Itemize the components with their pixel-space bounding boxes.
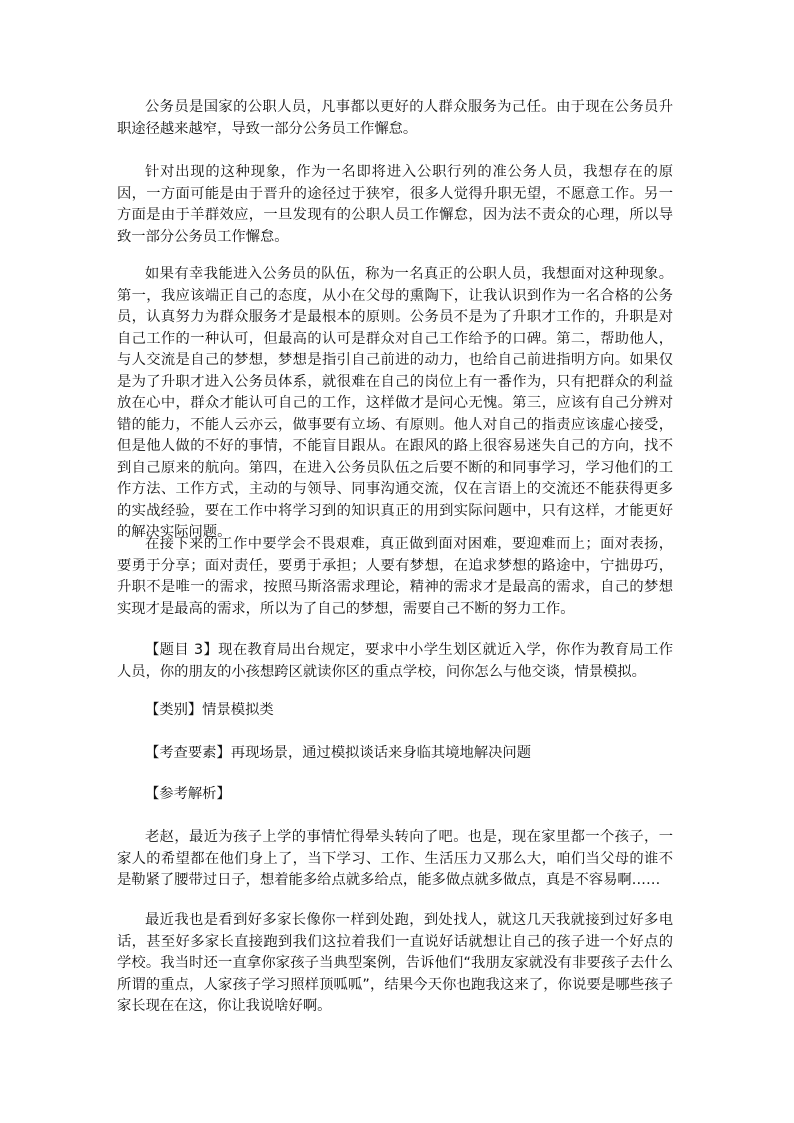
- paragraph-dialogue-1: 老赵，最近为孩子上学的事情忙得晕头转向了吧。也是，现在家里都一个孩子，一家人的希望都在他们身上了，当下学习、工作、生活压力又那么大，咱们当父母的谁不是勒紧了腰带过日子，想着能多给点就多给点，能多做点就多做点，真是不容易啊……: [117, 829, 673, 888]
- paragraph-intro: 公务员是国家的公职人员，凡事都以更好的人群众服务为己任。由于现在公务员升职途径越来越窄，导致一部分公务员工作懈怠。: [117, 99, 673, 137]
- paragraph-dialogue-2: 最近我也是看到好多家长像你一样到处跑，到处找人，就这几天我就接到过好多电话，甚至好多家长直接跑到我们这拉着我们一直说好话就想让自己的孩子进一个好点的学校。我当时还一直拿你家孩子当典型案例，告诉他们“我朋友家就没有非要孩子去什么所谓的重点，人家孩子学习照样顶呱呱”，结果今天你也跑我这来了，你说要是哪些孩子家长现在在这，你让我说啥好啊。: [117, 912, 673, 1014]
- paragraph-cause-analysis: 针对出现的这种现象，作为一名即将进入公职行列的准公务人员，我想存在的原因，一方面可能是由于晋升的途径过于狭窄，很多人觉得升职无望，不愿意工作。另一方面是由于羊群效应，一旦发现有的公职人员工作懈怠，因为法不责众的心理，所以导致一部分公务员工作懈怠。: [117, 164, 673, 245]
- paragraph-question-3: 【题目 3】现在教育局出台规定，要求中小学生划区就近入学，你作为教育局工作人员，你的朋友的小孩想跨区就读你区的重点学校，问你怎么与他交谈，情景模拟。: [117, 642, 673, 680]
- paragraph-reference-heading: 【参考解析】: [145, 786, 231, 802]
- paragraph-assessment-elements: 【考查要素】再现场景，通过模拟谈话来身临其境地解决问题: [145, 745, 532, 761]
- paragraph-category: 【类别】情景模拟类: [145, 702, 274, 718]
- paragraph-countermeasures: 如果有幸我能进入公务员的队伍，称为一名真正的公职人员，我想面对这种现象。第一，我应该端正自己的态度，从小在父母的熏陶下，让我认识到作为一名合格的公务员，认真努力为群众服务才是最根本的原则。公务员不是为了升职才工作的，升职是对自己工作的一种认可，但最高的认可是群众对自己工作给予的口碑。第二，帮助他人，与人交流是自己的梦想，梦想是指引自己前进的动力，也给自己前进指明方向。如果仅是为了升职才进入公务员体系，就很难在自己的岗位上有一番作为，只有把群众的利益放在心中，群众才能认可自己的工作，这样做才是问心无愧。第三，应该有自己分辨对错的能力，不能人云亦云，做事要有立场、有原则。他人对自己的指责应该虚心接受，但是他人做的不好的事情，不能盲目跟从。在跟风的路上很容易迷失自己的方向，找不到自己原来的航向。第四，在进入公务员队伍之后要不断的和同事学习，学习他们的工作方法、工作方式，主动的与领导、同事沟通交流，仅在言语上的交流还不能获得更多的实战经验，要在工作中将学习到的知识真正的用到实际问题中，只有这样，才能更好的解决实际问题。: [117, 266, 673, 540]
- paragraph-future-work: 在接下来的工作中要学会不畏艰难，真正做到面对困难，要迎难而上；面对表扬，要勇于分享；面对责任，要勇于承担；人要有梦想，在追求梦想的路途中，宁拙毋巧，升职不是唯一的需求，按照马斯洛需求理论，精神的需求才是最高的需求，自己的梦想实现才是最高的需求，所以为了自己的梦想，需要自己不断的努力工作。: [117, 536, 673, 617]
